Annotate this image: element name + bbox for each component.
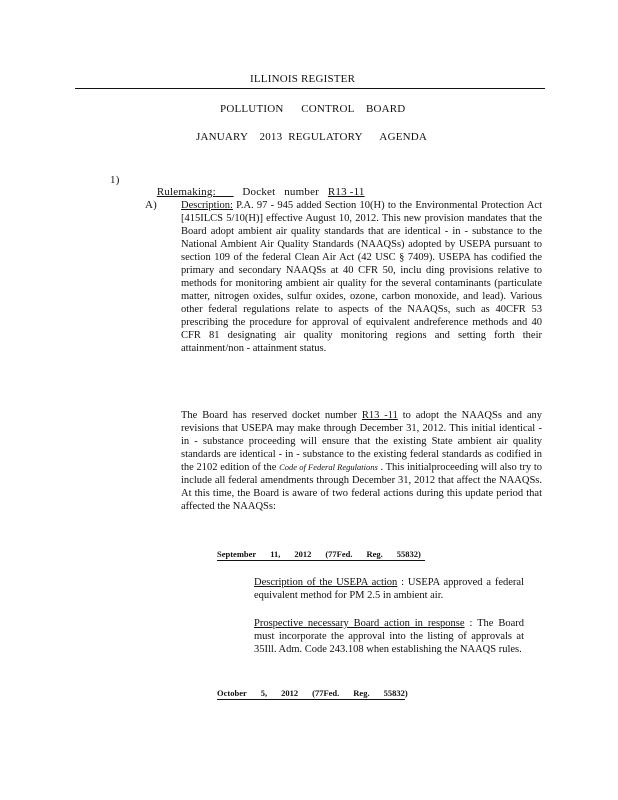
cfr-title: Code of Federal Regulations [279,462,378,472]
fr-year: 2012 [294,549,312,559]
register-title: ILLINOIS REGISTER [250,73,356,85]
description-label: Description: [181,200,233,211]
sub-letter: A) [145,199,158,211]
description-paragraph [181,199,542,355]
fr-volume: (77Fed. [312,688,340,698]
board-response-text: : The Board must incorporate the approval into the listing of approvals at 35Ill. Adm. Code 243.108 when establishing the NAAQS rules. [254,618,524,655]
item-number: 1) [110,174,120,186]
board-response-label: Prospective necessary Board action in response [254,618,465,629]
action-description-text: : USEPA approved a federal equivalent method for PM 2.5 in ambient air. [254,577,524,601]
federal-register-citation-2 [217,688,408,700]
fr-reg: Reg. [353,688,370,698]
rulemaking-label: Rulemaking: [156,186,216,198]
docket-prefix: Docket number [242,186,320,198]
board-response [254,617,524,656]
board-text-c: . This initialproceeding will also try to include all federal amendments through December 31, 2012 that affect the NAAQSs. At this time, the Board is aware of two federal actions during this update period that affected the NAAQSs: [181,462,542,512]
fr-page: 55832) [383,688,408,698]
board-title: POLLUTION CONTROL BOARD [220,103,406,115]
fr-day: 11, [270,549,281,559]
action-description [254,576,524,602]
board-docket-link: R13 -11 [361,410,398,421]
board-text-b: to adopt the NAAQSs and any revisions that USEPA may make through December 31, 2012. This initial identical - in - substance proceeding will ensure that the existing State ambient air quality standards are identical - in - substance to the existing federal standards as codified in the 2102 edition of the [181,410,542,473]
docket-number: R13 -11 [327,186,365,198]
fr-month: September [217,549,257,559]
fr-month: October [217,688,247,698]
header-rule [75,88,545,89]
board-text-a: The Board has reserved docket number [181,410,362,421]
agenda-title: JANUARY 2013 REGULATORY AGENDA [196,131,428,143]
fr-reg: Reg. [366,549,383,559]
description-text: P.A. 97 - 945 added Section 10(H) to the Environmental Protection Act [415ILCS 5/10(H)] effective August 10, 2012. This new provision mandates that the Board adopt ambient air quality standards that are identical - in - substance to the National Ambient Air Quality Standards (NAAQSs) adopted by USEPA pursuant to section 109 of the federal Clean Air Act (42 USC § 7409). USEPA has codified the primary and secondary NAAQSs at 40 CFR 50, inclu ding provisions relative to methods for monitoring ambient air quality for the several contaminants (particulate matter, nitrogen oxides, sulfur oxides, ozone, carbon monoxide, and lead). Various other federal regulations relate to aspects of the NAAQSs, such as 40CFR 53 prescribing the procedure for approval of equivalent andreference methods and 40 CFR 81 designating air quality monitoring regions and setting forth their attainment/non - attainment status. [181,200,542,354]
action-description-label: Description of the USEPA action [254,577,398,588]
board-paragraph [181,409,542,513]
fr-page: 55832) [396,549,421,559]
fr-year: 2012 [281,688,299,698]
fr-volume: (77Fed. [325,549,353,559]
fr-day: 5, [260,688,268,698]
federal-register-citation-1 [217,549,425,561]
